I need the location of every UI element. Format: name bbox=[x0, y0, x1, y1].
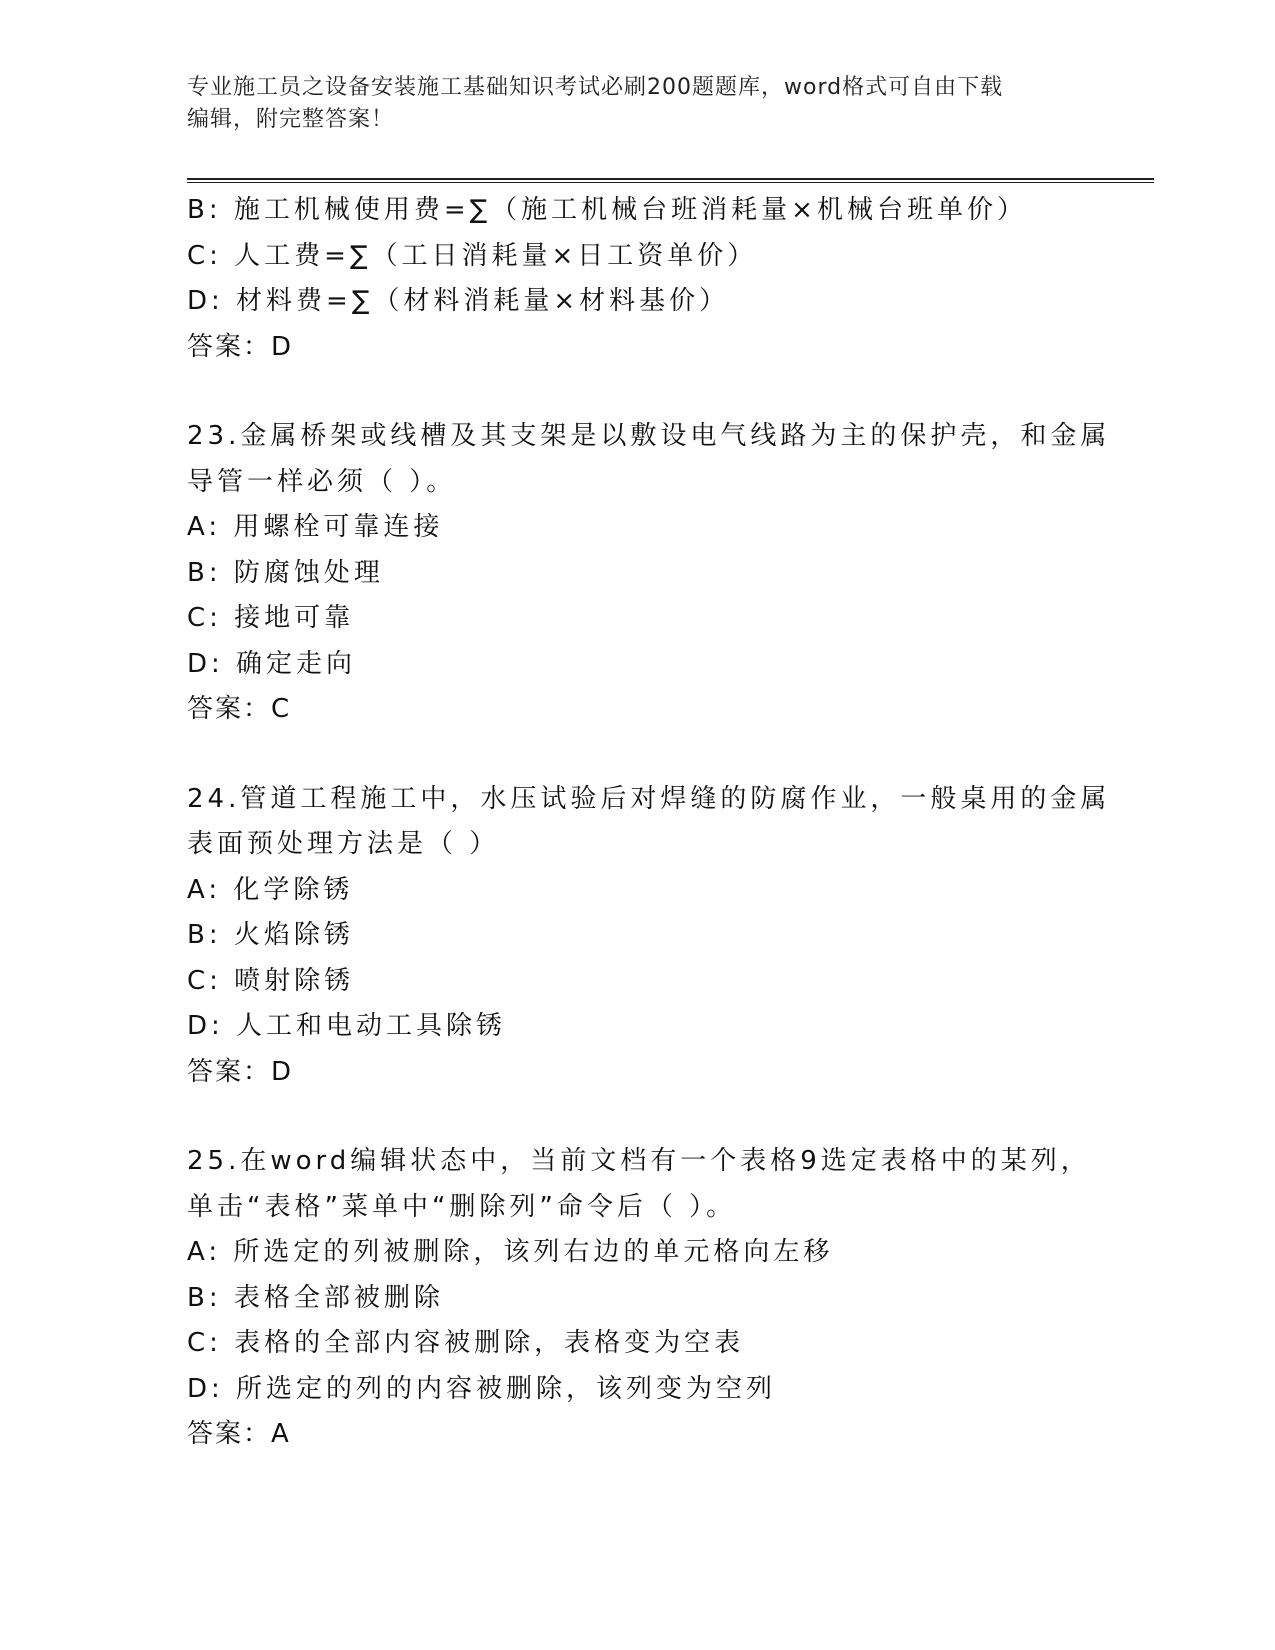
question-text: 23.金属桥架或线槽及其支架是以敷设电气线路为主的保护壳，和金属 bbox=[187, 421, 1111, 451]
option-d: D: 所选定的列的内容被删除，该列变为空列 bbox=[187, 1373, 777, 1404]
question-22-continued bbox=[187, 188, 1147, 370]
option-a: A: 化学除锈 bbox=[187, 874, 354, 905]
option-a: A: 用螺栓可靠连接 bbox=[187, 512, 444, 542]
question-25 bbox=[187, 1139, 1147, 1458]
answer: 答案：C bbox=[187, 694, 292, 724]
answer: 答案：D bbox=[187, 1056, 294, 1087]
question-text: 导管一样必须（ ）。 bbox=[187, 466, 457, 497]
header-title-line-2: 编辑，附完整答案！ bbox=[187, 107, 395, 132]
option-b: B: 火焰除锈 bbox=[187, 920, 354, 950]
option-c: C: 表格的全部内容被删除，表格变为空表 bbox=[187, 1328, 745, 1358]
option-d: D: 确定走向 bbox=[187, 648, 357, 679]
question-text: 24.管道工程施工中，水压试验后对焊缝的防腐作业，一般桌用的金属 bbox=[187, 783, 1111, 814]
option-c: C: 接地可靠 bbox=[187, 603, 355, 633]
option-b: B: 施工机械使用费=∑（施工机械台班消耗量×机械台班单价） bbox=[187, 195, 1027, 225]
page-header bbox=[187, 72, 1087, 136]
header-divider bbox=[187, 178, 1154, 183]
answer: 答案：D bbox=[187, 331, 294, 362]
question-text: 单击“表格”菜单中“删除列”命令后（ ）。 bbox=[187, 1191, 737, 1222]
option-b: B: 防腐蚀处理 bbox=[187, 557, 384, 588]
option-c: C: 喷射除锈 bbox=[187, 965, 355, 996]
question-text: 表面预处理方法是（ ） bbox=[187, 829, 500, 859]
option-d: D: 材料费=∑（材料消耗量×材料基价） bbox=[187, 286, 730, 316]
question-23 bbox=[187, 414, 1147, 733]
document-body bbox=[187, 188, 1147, 1458]
option-a: A: 所选定的列被删除，该列右边的单元格向左移 bbox=[187, 1237, 834, 1267]
option-d: D: 人工和电动工具除锈 bbox=[187, 1011, 507, 1041]
question-24 bbox=[187, 777, 1147, 1096]
answer: 答案：A bbox=[187, 1419, 291, 1449]
header-title-line-1: 专业施工员之设备安装施工基础知识考试必刷200题题库，word格式可自由下载 bbox=[187, 75, 1004, 100]
option-c: C: 人工费=∑（工日消耗量×日工资单价） bbox=[187, 240, 758, 271]
option-b: B: 表格全部被删除 bbox=[187, 1282, 444, 1313]
question-text: 25.在word编辑状态中，当前文档有一个表格9选定表格中的某列， bbox=[187, 1146, 1091, 1176]
